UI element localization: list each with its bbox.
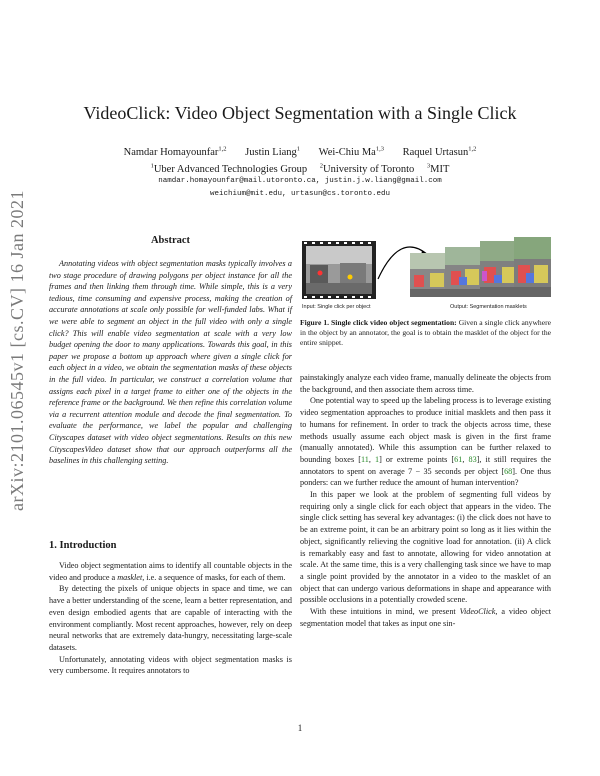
- figure-image: [300, 235, 551, 315]
- author: Raquel Urtasun$^{1,2}$: [402, 145, 477, 158]
- affiliation: $^3$MIT: [426, 162, 450, 175]
- page-number: 1: [297, 723, 303, 733]
- author: Justin Liang$^1$: [245, 145, 301, 158]
- intro-body: [49, 560, 292, 677]
- caption-title: Figure 1. Single click video object segmentation:: [300, 318, 457, 327]
- click-marker: [348, 275, 353, 280]
- intro-paragraph: Unfortunately, annotating videos with object segmentation masks is very cumbersome. It requires annotators to: [49, 654, 292, 676]
- author-block: [0, 142, 600, 177]
- caption-text: Given a single click anywhere in the object by an annotator, the goal is to obtain the masklet of the object for the entire snippet.: [300, 318, 551, 348]
- paper-title: VideoClick: Video Object Segmentation with a Single Click: [83, 103, 517, 123]
- author: Namdar Homayounfar$^{1,2}$: [123, 145, 227, 158]
- body-paragraph: In this paper we look at the problem of segmenting full videos by requiring only a single click for each object that appears in the video. The single click setting has several key advantages: (i) the click does not have to be an extreme point, it can be an arbitrary point so long as it lies within the object, significantly relieving the cognitive load for annotation. (ii) A click is remarkably easy and fast to annotate, allowing for video annotation at scale. At the same time, this is a very challenging task since we have to map a single point provided by the annotator in a video to the masklet of an object that can undergo various deformations in shape and appearance with possible occlusions in a potentially crowded scene.: [300, 490, 551, 605]
- body-paragraph: One potential way to speed up the labeling process is to leverage existing video segmentation approaches to produce initial masklets and then pass it to humans for refinement. In order to track the objects across time, these methods usually assume each object mask is given in the first frame (manually annotated). While this assumption can be further relaxed to bounding boxes [11, 1] or extreme points [61, 83], it still requires the annotators to spent on average 7 − 35 seconds per object [68]. One thus ponders: can we further reduce the amount of human intervention?: [300, 396, 552, 488]
- arxiv-stamp-text: arXiv:2101.06545v1 [cs.CV] 16 Jan 2021: [6, 189, 27, 511]
- body-paragraph: painstakingly analyze each video frame, manually delineate the objects from the background, and then associate them across time.: [300, 373, 551, 394]
- affiliation: $^1$Uber Advanced Technologies Group: [150, 162, 308, 175]
- arxiv-stamp: [4, 140, 30, 560]
- email-line: weichium@mit.edu, urtasun@cs.toronto.edu: [209, 190, 391, 198]
- input-filmstrip: [302, 241, 376, 299]
- author: Wei-Chiu Ma$^{1,3}$: [318, 145, 384, 158]
- affiliation: $^2$University of Toronto: [319, 162, 415, 175]
- email-line: namdar.homayounfar@mail.utoronto.ca, justin.j.w.liang@gmail.com: [158, 177, 442, 185]
- figure-label-input: Input: Single click per object: [302, 304, 371, 310]
- intro-paragraph: By detecting the pixels of unique objects in space and time, we can have a better understanding of the scene, learn a better representation, and even design embodied agents that are capable of interacting with the environment compliantly. Most recent approaches, however, rely on deep neural networks that are extremely data-hungry, necessitating large-scale datasets.: [49, 584, 292, 652]
- figure-1: [300, 235, 551, 315]
- abstract-heading: Abstract: [150, 235, 191, 246]
- figure-label-output: Output: Segmentation masklets: [450, 304, 527, 310]
- right-column: [300, 372, 551, 629]
- author-list: [0, 142, 600, 160]
- intro-heading: 1. Introduction: [49, 540, 117, 551]
- body-paragraph: With these intuitions in mind, we present VideoClick, a video object segmentation model that takes as input one sin-: [300, 607, 551, 628]
- click-marker: [318, 271, 323, 276]
- output-frames: [410, 237, 551, 297]
- intro-paragraph: Video object segmentation aims to identify all countable objects in the video and produce a masklet, i.e. a sequence of masks, for each of them.: [49, 561, 292, 582]
- figure-caption: [300, 318, 551, 349]
- left-column: [49, 235, 292, 467]
- abstract-text: Annotating videos with object segmentation masks typically involves a two stage procedure of drawing polygons per object instance for all the frames and then linking them through time. While simple, this is a very tedious, time consuming and expensive process, making the creation of accurate annotations at scale only possible for well-funded labs. What if we were able to segment an object in the full video with only a single click? This will enable video segmentation at scale with a very low budget opening the door to many applications. Towards this goal, in this paper we propose a bottom up approach where given a single click for each object in a video, we obtain the segmentation masks of these objects in the full video. In particular, we construct a correlation volume that assigns each pixel in a target frame to either one of the objects in the reference frame or the background. We then refine this correlation volume via a recurrent attention module and decode the final segmentation. To evaluate the performance, we label the popular and challenging Cityscapes dataset with video object segmentations. Results on this new CityscapesVideo dataset show that our approach outperforms all the baselines in this challenging setting.: [49, 259, 292, 466]
- email-block: [0, 175, 600, 201]
